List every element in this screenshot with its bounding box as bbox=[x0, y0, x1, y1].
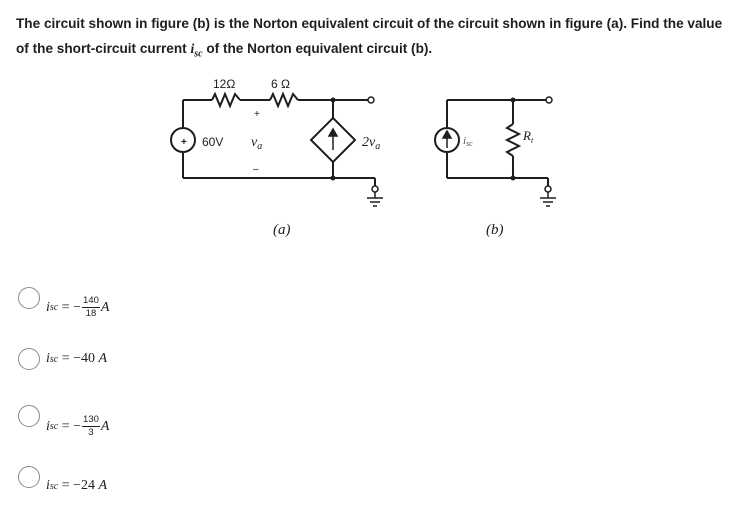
ground-icon bbox=[367, 192, 383, 206]
source-plus-sign: + bbox=[181, 137, 187, 148]
option-expression bbox=[46, 478, 107, 494]
question-part2: of the Norton equivalent circuit (b). bbox=[202, 41, 433, 56]
option-sub: sc bbox=[49, 421, 59, 432]
option-var: i bbox=[46, 478, 50, 493]
resistor-12-ohm bbox=[212, 94, 240, 106]
dep-source-sub: a bbox=[375, 141, 381, 152]
terminal-a-bottom bbox=[372, 186, 378, 192]
rt-sub: t bbox=[530, 136, 534, 145]
option-eq: = − bbox=[58, 299, 82, 315]
rt-label bbox=[522, 128, 534, 145]
option-sub: sc bbox=[49, 302, 59, 313]
caption-a: (a) bbox=[273, 222, 291, 238]
option-fraction bbox=[82, 414, 100, 439]
option-var: i bbox=[46, 418, 50, 434]
radio-button[interactable] bbox=[18, 348, 40, 370]
option-unit: A bbox=[100, 299, 110, 315]
fraction-denominator: 3 bbox=[88, 427, 94, 438]
junction-dot bbox=[331, 176, 336, 181]
resistor-6-ohm bbox=[270, 94, 298, 106]
va-letter: v bbox=[251, 135, 258, 150]
question-part1: The circuit shown in figure (b) is the Norton equivalent circuit of the circuit shown in figure (a). Find the value of the short-circuit current bbox=[16, 16, 723, 56]
option-var: i bbox=[46, 299, 50, 315]
terminal-b-bottom bbox=[545, 186, 551, 192]
r1-label: 12Ω bbox=[213, 77, 236, 91]
option-sub: sc bbox=[49, 480, 59, 492]
resistor-rt bbox=[507, 124, 519, 156]
terminal-a-top bbox=[368, 97, 374, 103]
option-expression bbox=[46, 295, 109, 320]
dep-source-text: 2v bbox=[362, 135, 376, 150]
isc-symbol-letter: i bbox=[190, 41, 195, 56]
option-expression bbox=[46, 414, 109, 439]
terminal-b-top bbox=[546, 97, 552, 103]
isc-symbol-sub: sc bbox=[194, 48, 203, 60]
isc-sub: sc bbox=[466, 139, 473, 148]
fraction-numerator: 140 bbox=[83, 295, 99, 306]
option-unit: A bbox=[98, 351, 108, 366]
fraction-denominator: 18 bbox=[85, 308, 97, 319]
va-minus-sign: – bbox=[253, 164, 259, 175]
junction-dot bbox=[511, 176, 516, 181]
isc-label bbox=[463, 135, 473, 148]
junction-dot bbox=[511, 98, 516, 103]
fraction-numerator: 130 bbox=[83, 414, 99, 425]
option-unit: A bbox=[100, 418, 110, 434]
option-eq: = bbox=[58, 351, 74, 366]
option-expression bbox=[46, 351, 107, 367]
option-value: −24 bbox=[73, 478, 96, 493]
caption-b: (b) bbox=[486, 222, 504, 238]
isc-letter: i bbox=[463, 135, 467, 147]
va-plus-sign: + bbox=[254, 109, 260, 120]
option-fraction bbox=[82, 295, 100, 320]
option-eq: = − bbox=[58, 418, 82, 434]
radio-button[interactable] bbox=[18, 287, 40, 309]
option-eq: = bbox=[58, 478, 74, 493]
junction-dot bbox=[331, 98, 336, 103]
option-value: −40 bbox=[73, 351, 96, 366]
radio-button[interactable] bbox=[18, 405, 40, 427]
source-label: 60V bbox=[202, 135, 224, 149]
r2-label: 6 Ω bbox=[271, 77, 290, 91]
radio-button[interactable] bbox=[18, 466, 40, 488]
option-sub: sc bbox=[49, 353, 59, 365]
ground-icon bbox=[540, 192, 556, 206]
option-var: i bbox=[46, 351, 50, 366]
va-label bbox=[251, 135, 262, 152]
option-unit: A bbox=[98, 478, 108, 493]
rt-letter: R bbox=[523, 128, 531, 143]
va-sub: a bbox=[257, 141, 263, 152]
dep-source-label bbox=[362, 135, 380, 152]
